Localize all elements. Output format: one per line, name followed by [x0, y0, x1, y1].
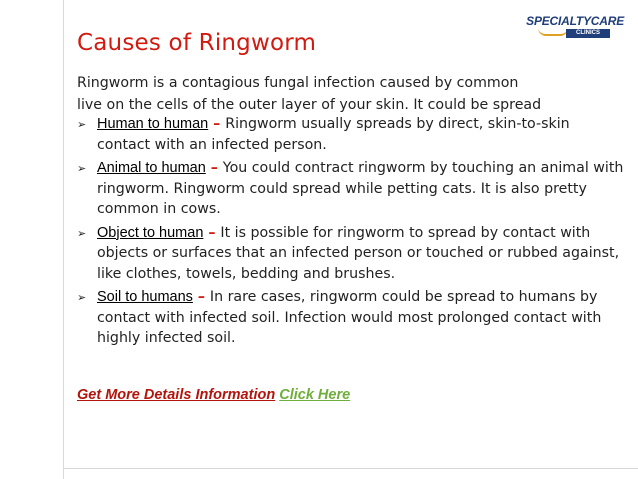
- arrow-bullet-icon: ➢: [77, 291, 87, 304]
- intro-line-2: live on the cells of the outer layer of your skin. It could be spread: [77, 97, 542, 113]
- list-item-dash: –: [192, 289, 210, 305]
- list-item-soil-to-humans: [77, 287, 627, 349]
- list-item-dash: –: [203, 224, 221, 241]
- causes-list: [77, 114, 627, 352]
- list-item-animal-to-human: [77, 158, 627, 220]
- arrow-bullet-icon: ➢: [77, 118, 87, 131]
- arrow-bullet-icon: ➢: [77, 162, 87, 175]
- list-item-term: Human to human: [97, 116, 209, 132]
- list-item-object-to-human: [77, 223, 627, 285]
- slide-frame-left-line: [63, 0, 64, 479]
- slide-frame-bottom-line: [63, 468, 638, 469]
- logo-sub-text: CLINICS: [566, 29, 610, 38]
- list-item-text: You could contract ringworm by touching an animal with ringworm. Ringworm could spread while petting cats. It is also pretty common in cows.: [97, 160, 624, 217]
- list-item-dash: –: [208, 116, 226, 132]
- logo-swoosh-icon: [538, 28, 568, 36]
- list-item-term: Object to human: [97, 224, 204, 241]
- list-item-text: Ringworm usually spreads by direct, skin-to-skin contact with an infected person.: [97, 116, 570, 153]
- arrow-bullet-icon: ➢: [77, 226, 87, 240]
- list-item-term: Soil to humans: [97, 289, 193, 305]
- slide-title: Causes of Ringworm: [77, 30, 317, 56]
- list-item-text: In rare cases, ringworm could be spread to humans by contact with infected soil. Infection would most prolonged contact with highly infected soil.: [97, 289, 602, 346]
- specialtycare-clinics-logo: [526, 14, 624, 40]
- list-item-dash: –: [205, 160, 223, 176]
- details-footer: [77, 387, 350, 403]
- details-label: Get More Details Information: [77, 387, 276, 403]
- list-item-human-to-human: [77, 114, 627, 155]
- list-item-term: Animal to human: [97, 160, 206, 176]
- logo-brand-text: SPECIALTYCARE: [526, 14, 624, 28]
- intro-line-1: Ringworm is a contagious fungal infection caused by common: [77, 75, 519, 91]
- list-item-text: It is possible for ringworm to spread by contact with objects or surfaces that an infected person or touched or rubbed against, like clothes, towels, bedding and brushes.: [97, 224, 620, 282]
- intro-paragraph: [77, 72, 637, 116]
- click-here-link[interactable]: Click Here: [279, 387, 351, 403]
